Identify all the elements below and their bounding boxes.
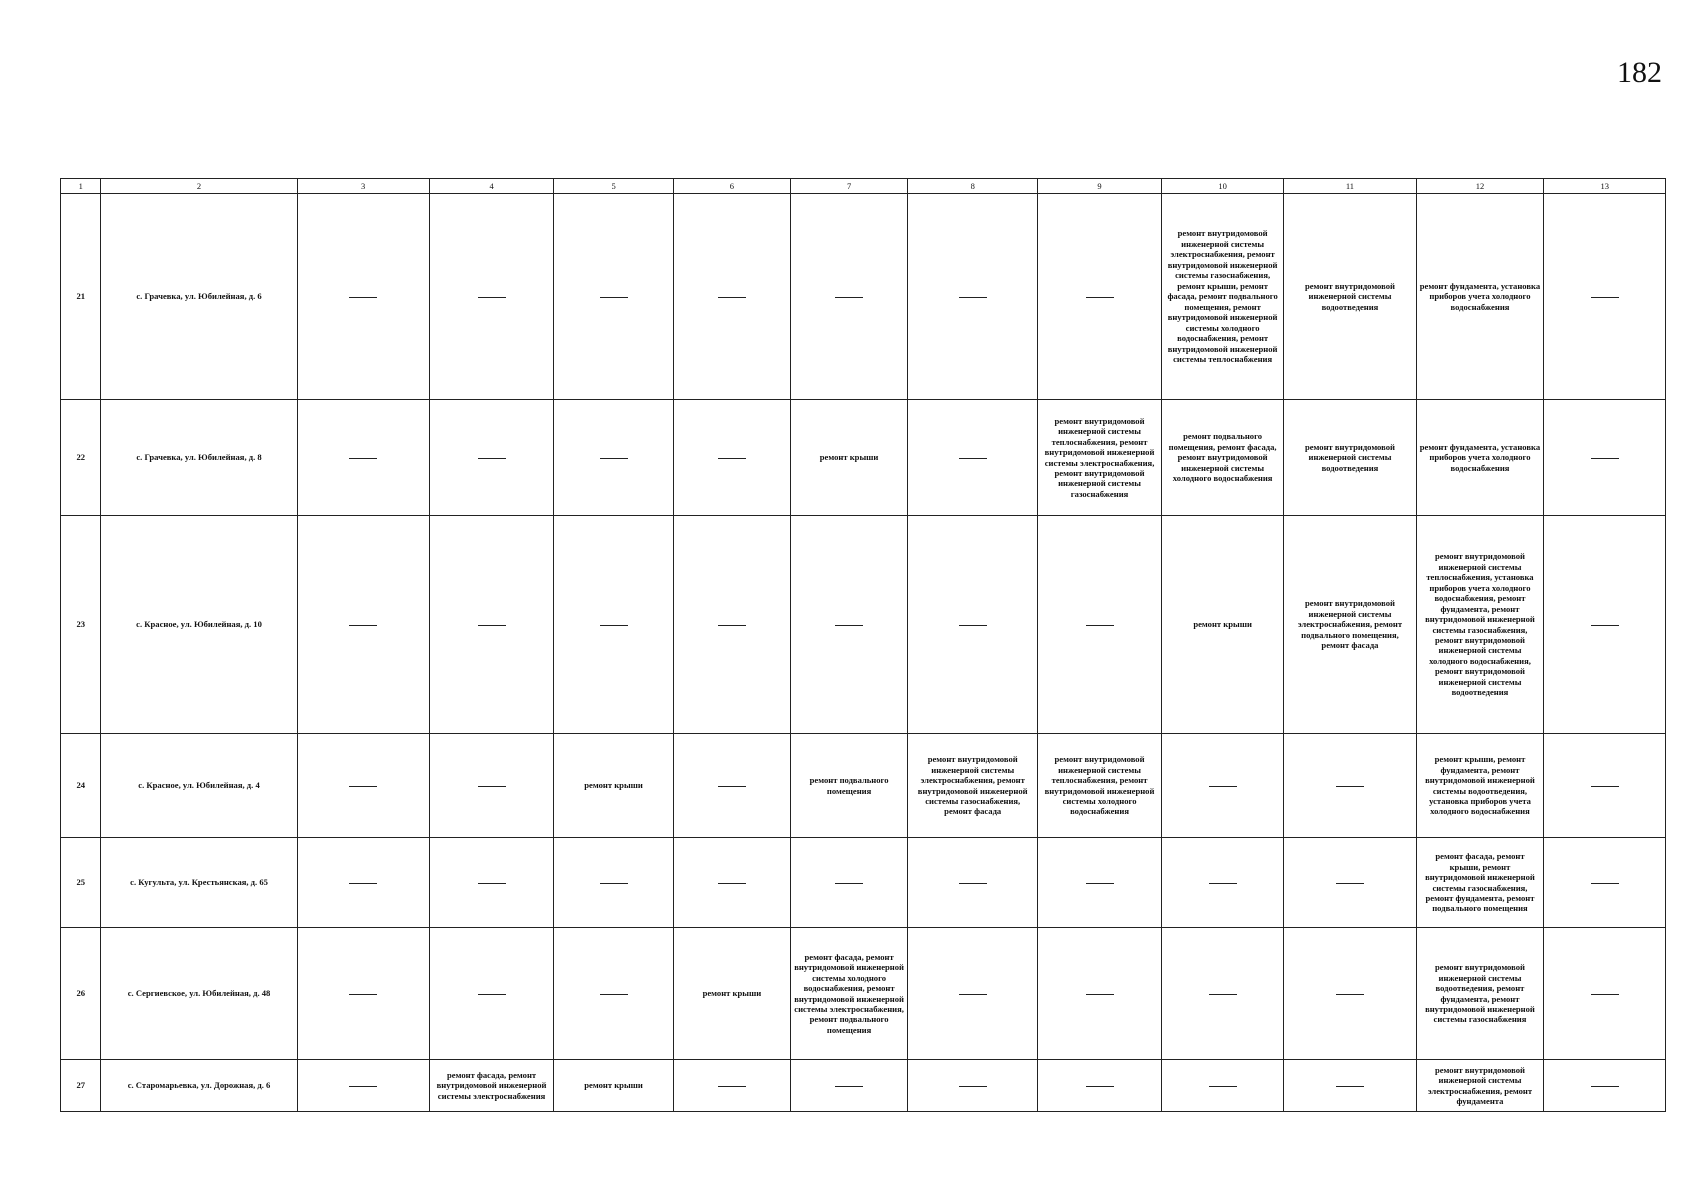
cell-col-8 (908, 194, 1038, 400)
cell-col-6 (673, 194, 790, 400)
cell-col-10: ремонт крыши (1161, 516, 1284, 734)
dash-mark (835, 1086, 863, 1087)
cell-col-13 (1544, 928, 1666, 1060)
table-row (61, 928, 1666, 1060)
dash-mark (718, 458, 746, 459)
page-number: 182 (1617, 56, 1662, 89)
cell-col-11 (1284, 838, 1416, 928)
cell-col-7 (790, 194, 907, 400)
cell-col-10: ремонт подвального помещения, ремонт фасада, ремонт внутридомовой инженерной системы холодного водоснабжения (1161, 400, 1284, 516)
cell-col-5 (554, 838, 673, 928)
table-row (61, 1060, 1666, 1112)
cell-col-12: ремонт внутридомовой инженерной системы теплоснабжения, установка приборов учета холодного водоснабжения, ремонт фундамента, ремонт внутридомовой инженерной системы газоснабжения, ремонт внутридомовой инженерной системы холодного водоснабжения, ремонт внутридомовой инженерной системы водоотведения (1416, 516, 1544, 734)
cell-col-1: 27 (61, 1060, 101, 1112)
dash-mark (349, 625, 377, 626)
dash-mark (1086, 994, 1114, 995)
dash-mark (1336, 883, 1364, 884)
dash-mark (1591, 1086, 1619, 1087)
col-header-5: 5 (554, 179, 673, 194)
dash-mark (478, 786, 506, 787)
table-row (61, 194, 1666, 400)
cell-col-12: ремонт фундамента, установка приборов учета холодного водоснабжения (1416, 194, 1544, 400)
dash-mark (1209, 994, 1237, 995)
dash-mark (1086, 883, 1114, 884)
col-header-11: 11 (1284, 179, 1416, 194)
table-row (61, 838, 1666, 928)
dash-mark (959, 458, 987, 459)
cell-col-3 (297, 400, 429, 516)
dash-mark (959, 1086, 987, 1087)
col-header-4: 4 (429, 179, 554, 194)
dash-mark (1591, 625, 1619, 626)
col-header-6: 6 (673, 179, 790, 194)
cell-col-6 (673, 1060, 790, 1112)
cell-col-12: ремонт фасада, ремонт крыши, ремонт внутридомовой инженерной системы газоснабжения, ремонт фундамента, ремонт подвального помещения (1416, 838, 1544, 928)
col-header-8: 8 (908, 179, 1038, 194)
col-header-1: 1 (61, 179, 101, 194)
cell-col-5 (554, 194, 673, 400)
table-row (61, 516, 1666, 734)
dash-mark (349, 1086, 377, 1087)
cell-col-2: с. Грачевка, ул. Юбилейная, д. 6 (101, 194, 297, 400)
cell-col-13 (1544, 838, 1666, 928)
cell-col-11: ремонт внутридомовой инженерной системы электроснабжения, ремонт подвального помещения, ремонт фасада (1284, 516, 1416, 734)
table-row (61, 400, 1666, 516)
cell-col-11 (1284, 928, 1416, 1060)
cell-col-8 (908, 400, 1038, 516)
col-header-10: 10 (1161, 179, 1284, 194)
cell-col-2: с. Кугульта, ул. Крестьянская, д. 65 (101, 838, 297, 928)
dash-mark (718, 625, 746, 626)
dash-mark (1086, 297, 1114, 298)
cell-col-9 (1038, 516, 1162, 734)
cell-col-10 (1161, 1060, 1284, 1112)
cell-col-9 (1038, 1060, 1162, 1112)
cell-col-10 (1161, 734, 1284, 838)
dash-mark (718, 1086, 746, 1087)
cell-col-9: ремонт внутридомовой инженерной системы теплоснабжения, ремонт внутридомовой инженерной системы холодного водоснабжения (1038, 734, 1162, 838)
cell-col-1: 26 (61, 928, 101, 1060)
dash-mark (835, 297, 863, 298)
cell-col-7: ремонт фасада, ремонт внутридомовой инженерной системы холодного водоснабжения, ремонт внутридомовой инженерной системы электроснабжения, ремонт подвального помещения (790, 928, 907, 1060)
dash-mark (600, 458, 628, 459)
col-header-3: 3 (297, 179, 429, 194)
cell-col-10: ремонт внутридомовой инженерной системы электроснабжения, ремонт внутридомовой инженерной системы газоснабжения, ремонт крыши, ремонт фасада, ремонт подвального помещения, ремонт внутридомовой инженерной системы холодного водоснабжения, ремонт внутридомовой инженерной системы теплоснабжения (1161, 194, 1284, 400)
cell-col-4 (429, 928, 554, 1060)
dash-mark (1591, 994, 1619, 995)
cell-col-11 (1284, 734, 1416, 838)
cell-col-11 (1284, 1060, 1416, 1112)
dash-mark (1591, 883, 1619, 884)
cell-col-5 (554, 400, 673, 516)
cell-col-8 (908, 1060, 1038, 1112)
cell-col-5 (554, 928, 673, 1060)
cell-col-3 (297, 838, 429, 928)
dash-mark (959, 625, 987, 626)
dash-mark (1086, 1086, 1114, 1087)
dash-mark (349, 883, 377, 884)
cell-col-8 (908, 928, 1038, 1060)
cell-col-11: ремонт внутридомовой инженерной системы водоотведения (1284, 194, 1416, 400)
dash-mark (959, 883, 987, 884)
dash-mark (1209, 883, 1237, 884)
dash-mark (835, 625, 863, 626)
dash-mark (1209, 1086, 1237, 1087)
dash-mark (478, 883, 506, 884)
dash-mark (478, 297, 506, 298)
cell-col-13 (1544, 734, 1666, 838)
dash-mark (959, 297, 987, 298)
cell-col-9 (1038, 194, 1162, 400)
cell-col-4 (429, 838, 554, 928)
dash-mark (959, 994, 987, 995)
dash-mark (478, 625, 506, 626)
dash-mark (600, 297, 628, 298)
cell-col-2: с. Грачевка, ул. Юбилейная, д. 8 (101, 400, 297, 516)
cell-col-5 (554, 516, 673, 734)
dash-mark (835, 883, 863, 884)
dash-mark (478, 994, 506, 995)
cell-col-9: ремонт внутридомовой инженерной системы теплоснабжения, ремонт внутридомовой инженерной системы электроснабжения, ремонт внутридомовой инженерной системы газоснабжения (1038, 400, 1162, 516)
col-header-12: 12 (1416, 179, 1544, 194)
cell-col-7 (790, 1060, 907, 1112)
dash-mark (478, 458, 506, 459)
cell-col-13 (1544, 194, 1666, 400)
cell-col-3 (297, 1060, 429, 1112)
cell-col-4: ремонт фасада, ремонт внутридомовой инженерной системы электроснабжения (429, 1060, 554, 1112)
dash-mark (600, 883, 628, 884)
cell-col-13 (1544, 516, 1666, 734)
repair-schedule-table (60, 178, 1666, 1112)
dash-mark (718, 786, 746, 787)
cell-col-1: 21 (61, 194, 101, 400)
dash-mark (1086, 625, 1114, 626)
column-number-header-row (61, 179, 1666, 194)
cell-col-4 (429, 734, 554, 838)
cell-col-4 (429, 516, 554, 734)
dash-mark (349, 297, 377, 298)
dash-mark (600, 994, 628, 995)
col-header-7: 7 (790, 179, 907, 194)
dash-mark (1336, 994, 1364, 995)
col-header-9: 9 (1038, 179, 1162, 194)
cell-col-12: ремонт внутридомовой инженерной системы водоотведения, ремонт фундамента, ремонт внутридомовой инженерной системы газоснабжения (1416, 928, 1544, 1060)
dash-mark (1209, 786, 1237, 787)
cell-col-3 (297, 928, 429, 1060)
dash-mark (349, 994, 377, 995)
cell-col-12: ремонт крыши, ремонт фундамента, ремонт внутридомовой инженерной системы водоотведения, установка приборов учета холодного водоснабжения (1416, 734, 1544, 838)
dash-mark (1591, 297, 1619, 298)
cell-col-13 (1544, 400, 1666, 516)
dash-mark (349, 458, 377, 459)
col-header-2: 2 (101, 179, 297, 194)
cell-col-1: 25 (61, 838, 101, 928)
cell-col-7 (790, 838, 907, 928)
cell-col-6 (673, 734, 790, 838)
cell-col-8 (908, 516, 1038, 734)
cell-col-6 (673, 400, 790, 516)
dash-mark (1591, 786, 1619, 787)
cell-col-3 (297, 516, 429, 734)
cell-col-2: с. Красное, ул. Юбилейная, д. 10 (101, 516, 297, 734)
cell-col-6 (673, 838, 790, 928)
cell-col-7: ремонт подвального помещения (790, 734, 907, 838)
cell-col-6 (673, 516, 790, 734)
dash-mark (600, 625, 628, 626)
dash-mark (1336, 1086, 1364, 1087)
dash-mark (1591, 458, 1619, 459)
cell-col-12: ремонт внутридомовой инженерной системы электроснабжения, ремонт фундамента (1416, 1060, 1544, 1112)
cell-col-8 (908, 838, 1038, 928)
dash-mark (349, 786, 377, 787)
cell-col-4 (429, 400, 554, 516)
cell-col-3 (297, 194, 429, 400)
cell-col-12: ремонт фундамента, установка приборов учета холодного водоснабжения (1416, 400, 1544, 516)
cell-col-5: ремонт крыши (554, 1060, 673, 1112)
cell-col-5: ремонт крыши (554, 734, 673, 838)
cell-col-1: 23 (61, 516, 101, 734)
cell-col-9 (1038, 838, 1162, 928)
cell-col-4 (429, 194, 554, 400)
cell-col-3 (297, 734, 429, 838)
cell-col-6: ремонт крыши (673, 928, 790, 1060)
cell-col-7 (790, 516, 907, 734)
cell-col-1: 24 (61, 734, 101, 838)
cell-col-9 (1038, 928, 1162, 1060)
dash-mark (718, 883, 746, 884)
cell-col-2: с. Старомарьевка, ул. Дорожная, д. 6 (101, 1060, 297, 1112)
cell-col-13 (1544, 1060, 1666, 1112)
cell-col-7: ремонт крыши (790, 400, 907, 516)
cell-col-1: 22 (61, 400, 101, 516)
cell-col-8: ремонт внутридомовой инженерной системы электроснабжения, ремонт внутридомовой инженерной системы газоснабжения, ремонт фасада (908, 734, 1038, 838)
cell-col-11: ремонт внутридомовой инженерной системы водоотведения (1284, 400, 1416, 516)
cell-col-2: с. Красное, ул. Юбилейная, д. 4 (101, 734, 297, 838)
col-header-13: 13 (1544, 179, 1666, 194)
table-body (61, 194, 1666, 1112)
cell-col-10 (1161, 928, 1284, 1060)
table-row (61, 734, 1666, 838)
dash-mark (1336, 786, 1364, 787)
cell-col-2: с. Сергиевское, ул. Юбилейная, д. 48 (101, 928, 297, 1060)
cell-col-10 (1161, 838, 1284, 928)
dash-mark (718, 297, 746, 298)
